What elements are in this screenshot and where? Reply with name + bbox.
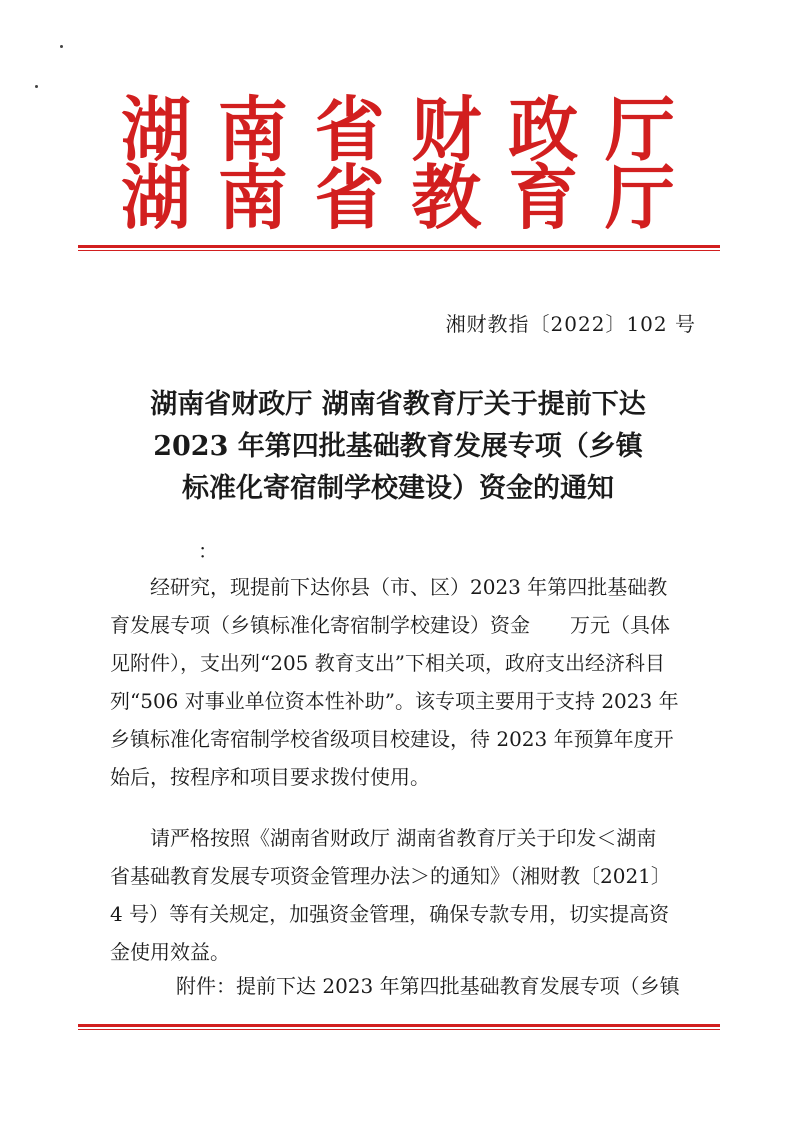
body-line: 经研究，现提前下达你县（市、区）2023 年第四批基础教: [110, 575, 668, 599]
body-line: 省基础教育发展专项资金管理办法＞的通知》（湘财教〔2021〕: [110, 864, 671, 888]
body-paragraph-1: [110, 568, 696, 796]
issuer-char: 政: [508, 89, 579, 171]
addressee: ：: [198, 539, 218, 563]
issuer-char: 省: [314, 157, 385, 239]
issuer-title-education: [118, 157, 678, 239]
attachment-line: 附件：提前下达 2023 年第四批基础教育发展专项（乡镇: [176, 974, 680, 998]
issuer-char: 省: [314, 89, 385, 171]
body-line: 始后，按程序和项目要求拨付使用。: [110, 765, 430, 789]
body-paragraph-2: [110, 819, 696, 971]
issuer-char: 育: [508, 157, 579, 239]
footer-red-rule: [78, 1024, 720, 1030]
issuer-char: 厅: [604, 89, 675, 171]
issuer-char: 湖: [121, 157, 191, 239]
issuer-char: 南: [217, 89, 288, 171]
issuer-char: 厅: [604, 157, 675, 239]
title-line: 湖南省财政厅 湖南省教育厅关于提前下达: [150, 389, 646, 420]
document-number: 湘财教指〔2022〕102 号: [445, 312, 696, 336]
body-line: 列“506 对事业单位资本性补助”。该专项主要用于支持 2023 年: [110, 689, 679, 713]
issuer-char: 湖: [121, 89, 191, 171]
body-line: 乡镇标准化寄宿制学校省级项目校建设，待 2023 年预算年度开: [110, 727, 674, 751]
issuer-title-finance: [118, 89, 678, 171]
scan-speck: [60, 45, 63, 48]
title-line: 标准化寄宿制学校建设）资金的通知: [182, 473, 614, 504]
document-title: [80, 384, 716, 510]
body-line: 见附件），支出列“205 教育支出”下相关项，政府支出经济科目: [110, 651, 665, 675]
body-line: 4 号）等有关规定，加强资金管理，确保专款专用，切实提高资: [110, 902, 670, 926]
body-line: 育发展专项（乡镇标准化寄宿制学校建设）资金 万元（具体: [110, 613, 670, 637]
body-line: 金使用效益。: [110, 940, 230, 964]
title-line: 2023 年第四批基础教育发展专项（乡镇: [153, 431, 643, 462]
scan-speck: [35, 85, 38, 88]
issuer-char: 南: [217, 157, 288, 239]
issuer-char: 财: [411, 89, 482, 171]
body-line: 请严格按照《湖南省财政厅 湖南省教育厅关于印发＜湖南: [110, 826, 657, 850]
issuer-char: 教: [411, 157, 482, 239]
header-red-rule: [78, 245, 720, 251]
